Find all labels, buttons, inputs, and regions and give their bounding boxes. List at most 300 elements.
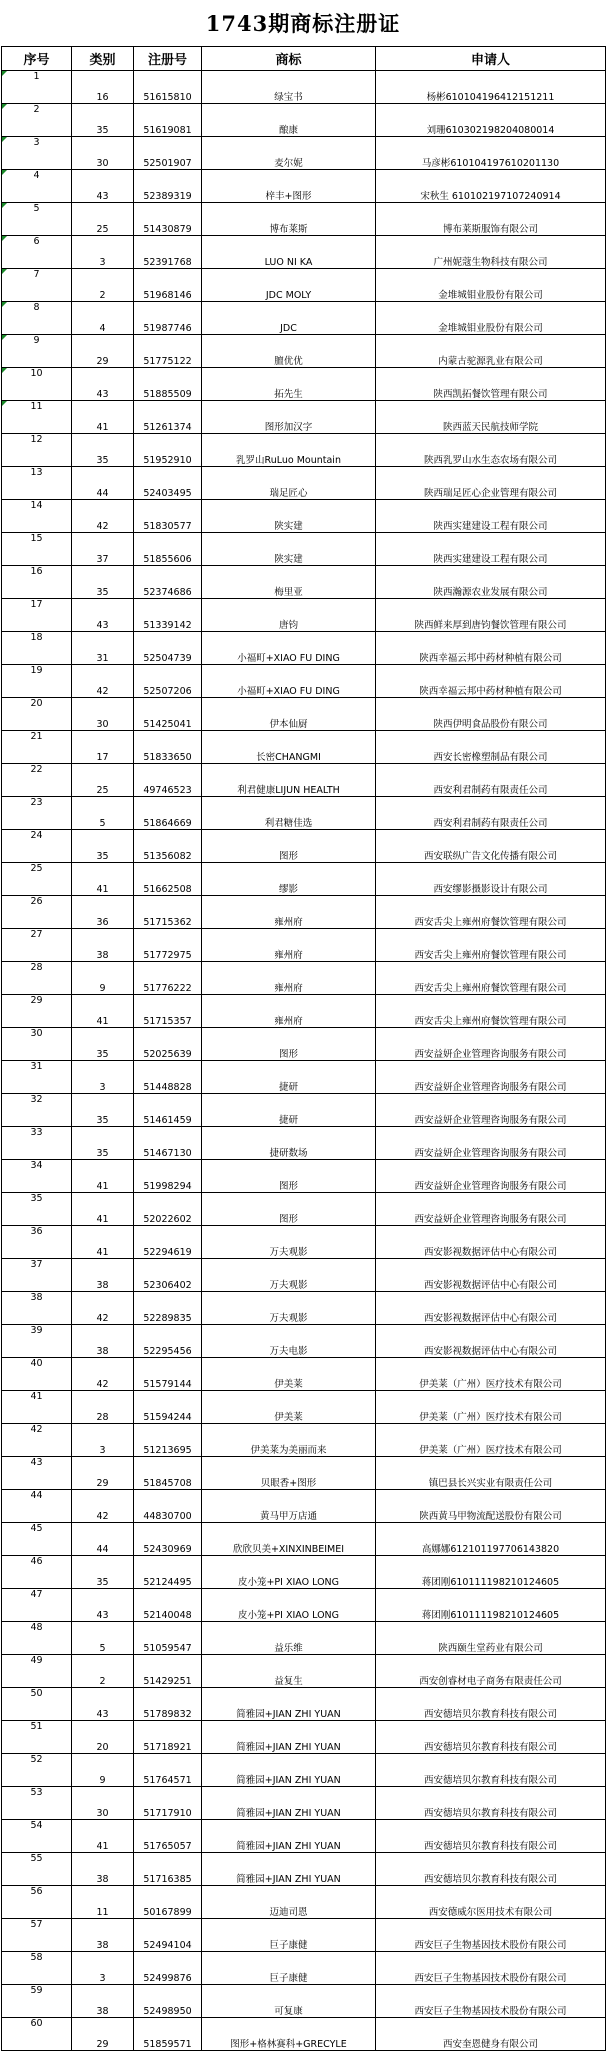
row-index-text: 6 [33,236,40,247]
row-trademark [202,170,376,203]
row-class [72,797,134,830]
table-row [2,434,606,467]
table-row [2,1589,606,1622]
table-row [2,1853,606,1886]
row-class [72,1490,134,1523]
row-applicant-text: 西安德培贝尔教育科技有限公司 [423,1841,557,1852]
row-applicant-text: 西安益妍企业管理咨询服务有限公司 [414,1049,567,1060]
row-class-text: 9 [99,1775,106,1786]
row-class [72,764,134,797]
row-reg-no-text: 52430969 [143,1544,192,1555]
row-class-text: 38 [96,1940,109,1951]
row-reg-no [134,1259,202,1292]
row-trademark [202,797,376,830]
row-applicant-text: 西安益妍企业管理咨询服务有限公司 [414,1115,567,1126]
row-class [72,1127,134,1160]
row-class-text: 43 [96,1610,109,1621]
table-row [2,1556,606,1589]
row-reg-no [134,1358,202,1391]
row-applicant-text: 西安联纵广告文化传播有限公司 [423,851,557,862]
row-class-text: 29 [96,356,109,367]
row-reg-no-text: 51715357 [143,1016,192,1027]
row-trademark [202,698,376,731]
row-trademark [202,929,376,962]
row-trademark-text: 简雅园+JIAN ZHI YUAN [236,1775,341,1786]
row-index [2,1556,72,1589]
row-class [72,1853,134,1886]
row-applicant [376,1292,606,1325]
table-row [2,1688,606,1721]
row-trademark-text: 图形 [278,1049,298,1060]
row-applicant-text: 西安益妍企业管理咨询服务有限公司 [414,1181,567,1192]
row-class-text: 44 [96,1544,109,1555]
row-trademark [202,137,376,170]
row-applicant-text: 西安影视数据评估中心有限公司 [423,1280,557,1291]
row-index [2,665,72,698]
row-index-text: 39 [30,1325,43,1336]
table-row [2,863,606,896]
row-applicant [376,467,606,500]
row-index-text: 5 [33,203,40,214]
row-class-text: 4 [99,323,106,334]
row-class [72,995,134,1028]
row-reg-no-text: 51715362 [143,917,192,928]
row-reg-no [134,566,202,599]
row-reg-no-text: 51772975 [143,950,192,961]
row-index-text: 9 [33,335,40,346]
row-index-text: 56 [30,1886,43,1897]
row-reg-no-text: 51429251 [143,1676,192,1687]
row-class-text: 37 [96,554,109,565]
row-trademark-text: 简雅园+JIAN ZHI YUAN [236,1841,341,1852]
row-reg-no-text: 52294619 [143,1247,192,1258]
row-index-text: 17 [30,599,43,610]
row-class-text: 30 [96,158,109,169]
row-applicant-text: 陕西瀚源农业发展有限公司 [433,587,548,598]
row-trademark [202,236,376,269]
row-applicant-text: 西安奎恩健身有限公司 [442,2039,538,2050]
row-trademark [202,1061,376,1094]
row-index-text: 28 [30,962,43,973]
row-index [2,1622,72,1655]
row-trademark [202,434,376,467]
row-reg-no [134,335,202,368]
row-reg-no [134,1160,202,1193]
row-reg-no [134,1754,202,1787]
row-class-text: 41 [96,1181,109,1192]
row-reg-no-text: 49746523 [143,785,192,796]
row-applicant [376,1193,606,1226]
table-row [2,1325,606,1358]
table-row [2,731,606,764]
row-trademark-text: 巨子康健 [269,1940,308,1951]
row-trademark-text: 图形+格林赛科+GRECYLE [230,2039,347,2050]
row-applicant-text: 陕西凯拓餐饮管理有限公司 [433,389,548,400]
row-class-text: 43 [96,1709,109,1720]
row-reg-no-text: 51430879 [143,224,192,235]
row-trademark [202,1820,376,1853]
row-trademark-text: 博布莱斯 [269,224,308,235]
row-class-text: 43 [96,389,109,400]
row-trademark [202,1226,376,1259]
row-trademark-text: 万夫观影 [269,1247,308,1258]
row-applicant [376,896,606,929]
row-index [2,71,72,104]
row-applicant-text: 西安巨子生物基因技术股份有限公司 [414,1940,567,1951]
row-applicant-text: 陕西瑞足匠心企业管理有限公司 [423,488,557,499]
row-class [72,1985,134,2018]
row-index [2,1919,72,1952]
row-class [72,269,134,302]
row-applicant [376,929,606,962]
row-index [2,1061,72,1094]
row-index [2,2018,72,2051]
row-index [2,995,72,1028]
row-trademark-text: JDC [280,323,297,334]
row-index-text: 58 [30,1952,43,1963]
header-reg-no: 注册号 [134,47,202,71]
row-class [72,467,134,500]
row-applicant [376,203,606,236]
row-reg-no [134,1655,202,1688]
row-applicant [376,995,606,1028]
row-index [2,302,72,335]
row-trademark-text: 伊美莱 [274,1412,303,1423]
cell-marker-icon [2,368,7,373]
row-trademark [202,401,376,434]
row-applicant [376,1391,606,1424]
row-index [2,1292,72,1325]
row-trademark-text: 益乐维 [274,1643,303,1654]
table-row [2,1061,606,1094]
row-reg-no-text: 52295456 [143,1346,192,1357]
row-trademark-text: 万夫电影 [269,1346,308,1357]
row-class-text: 35 [96,851,109,862]
row-index-text: 10 [30,368,43,379]
row-index-text: 26 [30,896,43,907]
row-class-text: 36 [96,917,109,928]
row-applicant-text: 广州妮蔻生物科技有限公司 [433,257,548,268]
row-class [72,665,134,698]
row-applicant [376,401,606,434]
row-reg-no-text: 51717910 [143,1808,192,1819]
row-applicant-text: 陕西鲜来厚到唐钧餐饮管理有限公司 [414,620,567,631]
row-applicant-text: 西安创睿材电子商务有限责任公司 [419,1676,562,1687]
table-row [2,335,606,368]
row-class-text: 43 [96,620,109,631]
row-applicant-text: 西安影视数据评估中心有限公司 [423,1313,557,1324]
table-row [2,830,606,863]
row-trademark-text: 皮小笼+PI XIAO LONG [237,1577,340,1588]
row-reg-no-text: 51833650 [143,752,192,763]
row-reg-no [134,269,202,302]
row-applicant-text: 蒋团刚610111198210124605 [421,1610,560,1621]
row-reg-no [134,71,202,104]
row-class [72,962,134,995]
row-applicant [376,797,606,830]
row-applicant [376,1259,606,1292]
row-class-text: 38 [96,2006,109,2017]
table-row [2,2018,606,2051]
row-class [72,1160,134,1193]
row-index-text: 25 [30,863,43,874]
row-class-text: 35 [96,1049,109,1060]
row-trademark [202,962,376,995]
row-index [2,698,72,731]
row-reg-no-text: 51987746 [143,323,192,334]
row-applicant-text: 西安影视数据评估中心有限公司 [423,1247,557,1258]
row-trademark-text: 麦尔妮 [274,158,303,169]
row-trademark-text: 雍州府 [274,983,303,994]
row-index [2,1127,72,1160]
row-class-text: 11 [96,1907,109,1918]
row-reg-no [134,1721,202,1754]
row-applicant-text: 西安舌尖上雍州府餐饮管理有限公司 [414,950,567,961]
table-row [2,1127,606,1160]
row-index [2,500,72,533]
row-reg-no-text: 51662508 [143,884,192,895]
row-reg-no [134,1853,202,1886]
row-class-text: 5 [99,818,106,829]
cell-marker-icon [2,335,7,340]
row-reg-no [134,665,202,698]
row-reg-no [134,1556,202,1589]
table-row [2,236,606,269]
table-row [2,269,606,302]
row-reg-no-text: 51467130 [143,1148,192,1159]
row-index [2,1886,72,1919]
row-trademark [202,71,376,104]
row-trademark-text: 雍州府 [274,917,303,928]
row-reg-no-text: 51425041 [143,719,192,730]
row-trademark [202,1160,376,1193]
row-trademark-text: 简雅园+JIAN ZHI YUAN [236,1808,341,1819]
row-trademark [202,1325,376,1358]
row-trademark [202,1127,376,1160]
row-index-text: 44 [30,1490,43,1501]
row-index [2,764,72,797]
cell-marker-icon [2,203,7,208]
row-trademark-text: 膻优优 [274,356,303,367]
row-index [2,797,72,830]
row-applicant [376,1919,606,1952]
row-trademark [202,302,376,335]
row-index-text: 16 [30,566,43,577]
row-trademark-text: 雍州府 [274,1016,303,1027]
table-body [2,71,606,2051]
row-applicant-text: 陕西实建建设工程有限公司 [433,554,548,565]
row-trademark-text: 利君糖佳选 [264,818,313,829]
table-row [2,632,606,665]
row-index-text: 40 [30,1358,43,1369]
row-class-text: 43 [96,191,109,202]
row-reg-no-text: 51718921 [143,1742,192,1753]
row-index-text: 52 [30,1754,43,1765]
row-trademark [202,1457,376,1490]
row-reg-no [134,1952,202,1985]
row-trademark-text: 陕实建 [274,521,303,532]
row-reg-no-text: 51830577 [143,521,192,532]
row-reg-no-text: 51885509 [143,389,192,400]
row-trademark-text: 乳罗山RuLuo Mountain [236,455,341,466]
row-applicant [376,962,606,995]
row-reg-no [134,401,202,434]
row-applicant-text: 西安巨子生物基因技术股份有限公司 [414,1973,567,1984]
row-index [2,731,72,764]
row-class [72,1193,134,1226]
row-class [72,533,134,566]
row-reg-no-text: 52306402 [143,1280,192,1291]
row-reg-no [134,2018,202,2051]
row-class [72,698,134,731]
row-reg-no-text: 51615810 [143,92,192,103]
row-applicant [376,632,606,665]
row-applicant [376,1787,606,1820]
header-index: 序号 [2,47,72,71]
row-index [2,104,72,137]
row-reg-no-text: 52389319 [143,191,192,202]
row-index-text: 20 [30,698,43,709]
row-applicant [376,1457,606,1490]
row-index-text: 27 [30,929,43,940]
row-trademark [202,1688,376,1721]
row-index-text: 21 [30,731,43,742]
row-trademark [202,1721,376,1754]
row-class [72,1259,134,1292]
table-row [2,368,606,401]
row-class-text: 2 [99,1676,106,1687]
row-class-text: 25 [96,224,109,235]
row-reg-no [134,731,202,764]
row-applicant [376,335,606,368]
row-index-text: 57 [30,1919,43,1930]
row-class [72,632,134,665]
row-index-text: 50 [30,1688,43,1699]
row-applicant [376,863,606,896]
row-applicant [376,1028,606,1061]
row-index-text: 54 [30,1820,43,1831]
row-class [72,1886,134,1919]
table-row [2,302,606,335]
table-row [2,137,606,170]
row-applicant-text: 金堆城钼业股份有限公司 [438,323,543,334]
table-row [2,1523,606,1556]
row-trademark [202,599,376,632]
row-class-text: 16 [96,92,109,103]
row-reg-no [134,1325,202,1358]
row-class [72,401,134,434]
row-applicant-text: 西安德培贝尔教育科技有限公司 [423,1709,557,1720]
row-reg-no-text: 50167899 [143,1907,192,1918]
row-reg-no-text: 51261374 [143,422,192,433]
row-class-text: 41 [96,1841,109,1852]
table-row [2,1292,606,1325]
row-reg-no [134,1457,202,1490]
row-reg-no-text: 51448828 [143,1082,192,1093]
row-index [2,1160,72,1193]
row-applicant [376,302,606,335]
row-reg-no-text: 52499876 [143,1973,192,1984]
row-trademark [202,104,376,137]
row-index [2,1358,72,1391]
row-index-text: 33 [30,1127,43,1138]
row-applicant [376,104,606,137]
row-trademark [202,1886,376,1919]
row-applicant-text: 西安利君制药有限责任公司 [433,818,548,829]
row-reg-no-text: 52504739 [143,653,192,664]
row-class-text: 41 [96,884,109,895]
row-applicant-text: 镇巴县长兴实业有限责任公司 [428,1478,553,1489]
table-row [2,599,606,632]
row-reg-no-text: 52501907 [143,158,192,169]
row-class [72,335,134,368]
row-applicant-text: 陕西乳罗山水生态农场有限公司 [423,455,557,466]
row-trademark [202,1853,376,1886]
row-index [2,1490,72,1523]
row-index [2,335,72,368]
row-reg-no [134,830,202,863]
table-row [2,764,606,797]
registration-table [1,46,606,2051]
table-row [2,896,606,929]
row-index [2,1688,72,1721]
row-index-text: 45 [30,1523,43,1534]
table-row [2,1193,606,1226]
row-index [2,1028,72,1061]
row-reg-no-text: 51579144 [143,1379,192,1390]
row-applicant-text: 刘珊610302198204080014 [426,125,555,136]
row-index [2,1787,72,1820]
cell-marker-icon [2,137,7,142]
table-row [2,170,606,203]
row-applicant [376,1094,606,1127]
row-class-text: 41 [96,1214,109,1225]
row-applicant [376,764,606,797]
row-reg-no-text: 51765057 [143,1841,192,1852]
row-class [72,302,134,335]
row-index [2,236,72,269]
row-reg-no [134,1061,202,1094]
row-trademark-text: 小福町+XIAO FU DING [237,653,340,664]
table-row [2,566,606,599]
row-reg-no-text: 51855606 [143,554,192,565]
row-index-text: 51 [30,1721,43,1732]
row-index [2,566,72,599]
row-class [72,1226,134,1259]
row-reg-no-text: 52498950 [143,2006,192,2017]
row-index [2,1985,72,2018]
row-applicant [376,500,606,533]
row-class-text: 42 [96,1379,109,1390]
row-index [2,1721,72,1754]
row-applicant [376,665,606,698]
row-reg-no [134,137,202,170]
row-index-text: 7 [33,269,40,280]
row-reg-no [134,698,202,731]
row-trademark [202,1952,376,1985]
row-applicant [376,1721,606,1754]
row-trademark-text: 捷研数场 [269,1148,308,1159]
row-class-text: 9 [99,983,106,994]
row-applicant-text: 蒋团刚610111198210124605 [421,1577,560,1588]
row-applicant [376,137,606,170]
row-class-text: 20 [96,1742,109,1753]
row-trademark [202,1490,376,1523]
row-applicant [376,71,606,104]
table-row [2,1721,606,1754]
table-row [2,1490,606,1523]
row-reg-no-text: 52022602 [143,1214,192,1225]
